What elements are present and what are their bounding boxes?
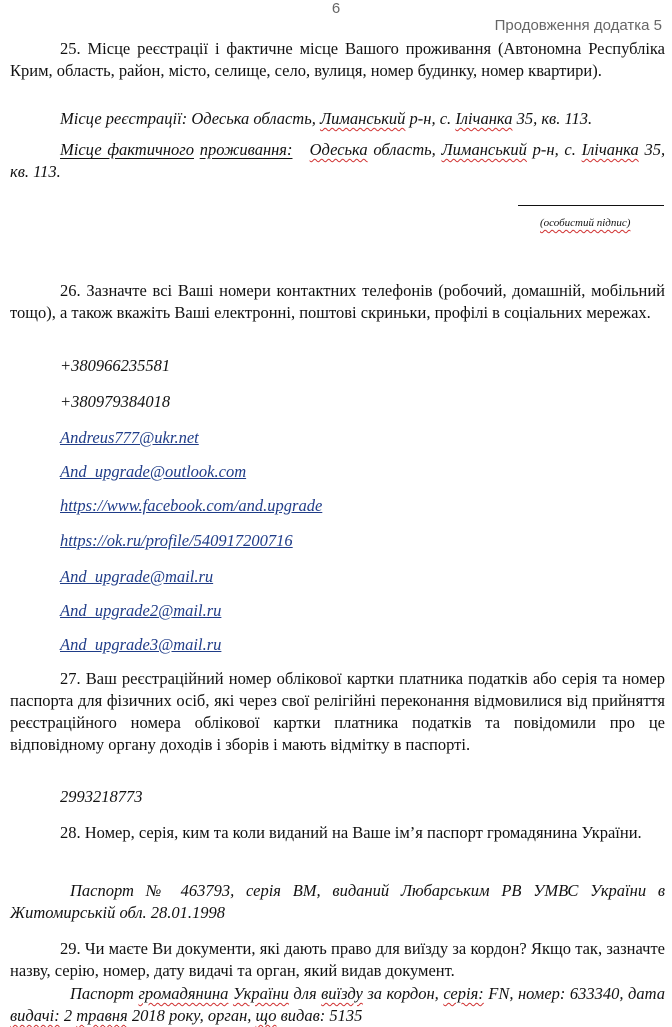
appendix-note: Продовження додатка 5 [494,17,662,34]
signature-caption: (особистий підпис) [540,217,631,229]
email-link-2[interactable]: And_upgrade@outlook.com [60,462,247,481]
email-link-3[interactable]: And_upgrade@mail.ru [60,567,214,586]
facebook-link[interactable]: https://www.facebook.com/and.upgrade [60,496,323,515]
registration-address: Місце реєстрації: Одеська область, Лиманський р-н, с. Ілічанка 35, кв. 113. [60,109,593,128]
signature-line [518,205,664,206]
actual-address: Місце фактичного проживання: Одеська область, Лиманський р-н, с. Ілічанка 35, кв. 113. [10,140,666,181]
question-26-text: 26. Зазначте всі Ваші номери контактних телефонів (робочий, домашній, мобільний тощо), а також вкажіть Ваші електронні, поштові скриньки, профілі в соціальних мережах. [10,281,665,322]
tax-number: 2993218773 [60,787,143,806]
travel-passport-answer: Паспорт громадянина України для виїзду за кордон, серія: FN, номер: 633340, дата видачі: 2 травня 2018 року, орган, що видав: 5135 [10,984,666,1025]
question-29-text: 29. Чи маєте Ви документи, які дають право для виїзду за кордон? Якщо так, зазначте назву, серію, номер, дату видачі та орган, який видав документ. [10,939,665,980]
page-number: 6 [331,0,341,17]
email-link-4[interactable]: And_upgrade2@mail.ru [60,601,222,620]
email-link-5[interactable]: And_upgrade3@mail.ru [60,635,222,654]
ok-profile-link[interactable]: https://ok.ru/profile/540917200716 [60,531,293,550]
question-28-text: 28. Номер, серія, ким та коли виданий на Ваше ім’я паспорт громадянина України. [60,823,642,842]
phone-2: +380979384018 [60,392,171,411]
phone-1: +380966235581 [60,356,171,375]
question-27-text: 27. Ваш реєстраційний номер облікової картки платника податків або серія та номер паспорта для фізичних осіб, які через свої релігійні переконання відмовилися від прийняття реєстраційного номера облікової картки платника податків та повідомили про це відповідному органу доходів і зборів і мають відмітку в паспорті. [10,669,665,754]
email-link-1[interactable]: Andreus777@ukr.net [60,428,199,447]
passport-answer: Паспорт № 463793, серія ВМ, виданий Любарським РВ УМВС України в Житомирській обл. 28.01.1998 [10,881,665,922]
question-25-text: 25. Місце реєстрації і фактичне місце Вашого проживання (Автономна Республіка Крим, область, район, місто, селище, село, вулиця, номер будинку, номер квартири). [10,39,665,80]
